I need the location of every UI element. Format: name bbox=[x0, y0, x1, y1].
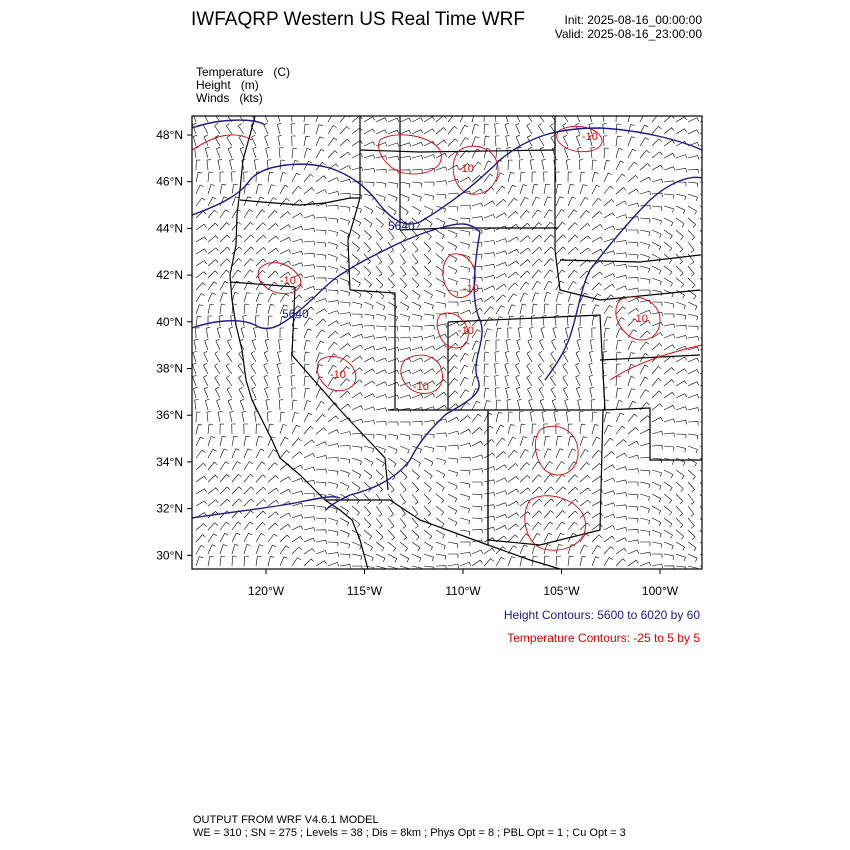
field-unit: (C) bbox=[273, 65, 291, 79]
lat-tick-label: 46°N bbox=[156, 174, 183, 189]
border-wa-or bbox=[240, 198, 360, 205]
temp-contour-label: -10 bbox=[463, 283, 479, 295]
valid-time: Valid: 2025-08-16_23:00:00 bbox=[554, 27, 702, 41]
lat-tick-label: 34°N bbox=[156, 454, 183, 469]
map-frame bbox=[192, 116, 702, 569]
lon-tick-label: 110°W bbox=[445, 584, 481, 598]
lon-tick-label: 120°W bbox=[247, 584, 285, 598]
field-name: Winds bbox=[196, 91, 230, 105]
init-time: Init: 2025-08-16_00:00:00 bbox=[564, 13, 702, 27]
lon-tick-label: 115°W bbox=[346, 584, 383, 598]
lon-tick-label: 105°W bbox=[543, 584, 580, 598]
temp-contour-label: -10 bbox=[458, 163, 474, 175]
wind-barbs bbox=[193, 111, 711, 573]
lat-tick-label: 48°N bbox=[156, 128, 183, 142]
lat-tick-label: 42°N bbox=[156, 268, 183, 283]
chart-title: IWFAQRP Western US Real Time WRF bbox=[191, 9, 525, 30]
border-ne bbox=[560, 255, 700, 262]
lon-tick-label: 100°W bbox=[641, 584, 679, 598]
temp-contour-label: -10 bbox=[330, 369, 346, 381]
temp-contour-label: -10 bbox=[632, 313, 648, 325]
border-mt-wy bbox=[360, 150, 555, 152]
wind-barb-set bbox=[193, 111, 711, 573]
height-contour bbox=[192, 128, 702, 224]
temperature-contours-note: Temperature Contours: -25 to 5 by 5 bbox=[507, 631, 700, 645]
height-contour-label: 5640 bbox=[388, 219, 415, 233]
border-mx bbox=[325, 500, 560, 569]
lon-axis bbox=[248, 569, 679, 598]
temp-contour-label: -10 bbox=[582, 131, 598, 143]
temp-contour bbox=[379, 135, 442, 174]
lat-tick-label: 36°N bbox=[156, 408, 183, 423]
field-name: Temperature bbox=[196, 65, 264, 79]
lat-tick-label: 32°N bbox=[156, 501, 183, 516]
model-info-line2: WE = 310 ; SN = 275 ; Levels = 38 ; Dis = 8km ; Phys Opt = 8 ; PBL Opt = 1 ; Cu Opt = 3 bbox=[193, 827, 626, 839]
lat-tick-label: 30°N bbox=[156, 548, 183, 563]
temp-contour-label: -10 bbox=[413, 381, 429, 393]
height-contour bbox=[545, 177, 702, 380]
lat-tick-label: 44°N bbox=[156, 221, 183, 236]
field-unit: (m) bbox=[240, 78, 259, 92]
lat-tick-label: 38°N bbox=[156, 361, 183, 376]
height-contour bbox=[192, 497, 340, 518]
field-name: Height bbox=[196, 78, 231, 92]
model-info-line1: OUTPUT FROM WRF V4.6.1 MODEL bbox=[193, 814, 379, 826]
lat-tick-label: 40°N bbox=[156, 314, 183, 329]
temp-contour-label: -10 bbox=[280, 275, 296, 287]
lat-axis bbox=[156, 128, 192, 562]
border-az bbox=[388, 410, 488, 545]
height-contours-note: Height Contours: 5600 to 6020 by 60 bbox=[503, 608, 700, 622]
temp-contour-label: -10 bbox=[458, 325, 474, 337]
height-contour-label: 5640 bbox=[282, 307, 309, 321]
height-contour bbox=[192, 224, 480, 329]
field-unit: (kts) bbox=[239, 91, 263, 105]
